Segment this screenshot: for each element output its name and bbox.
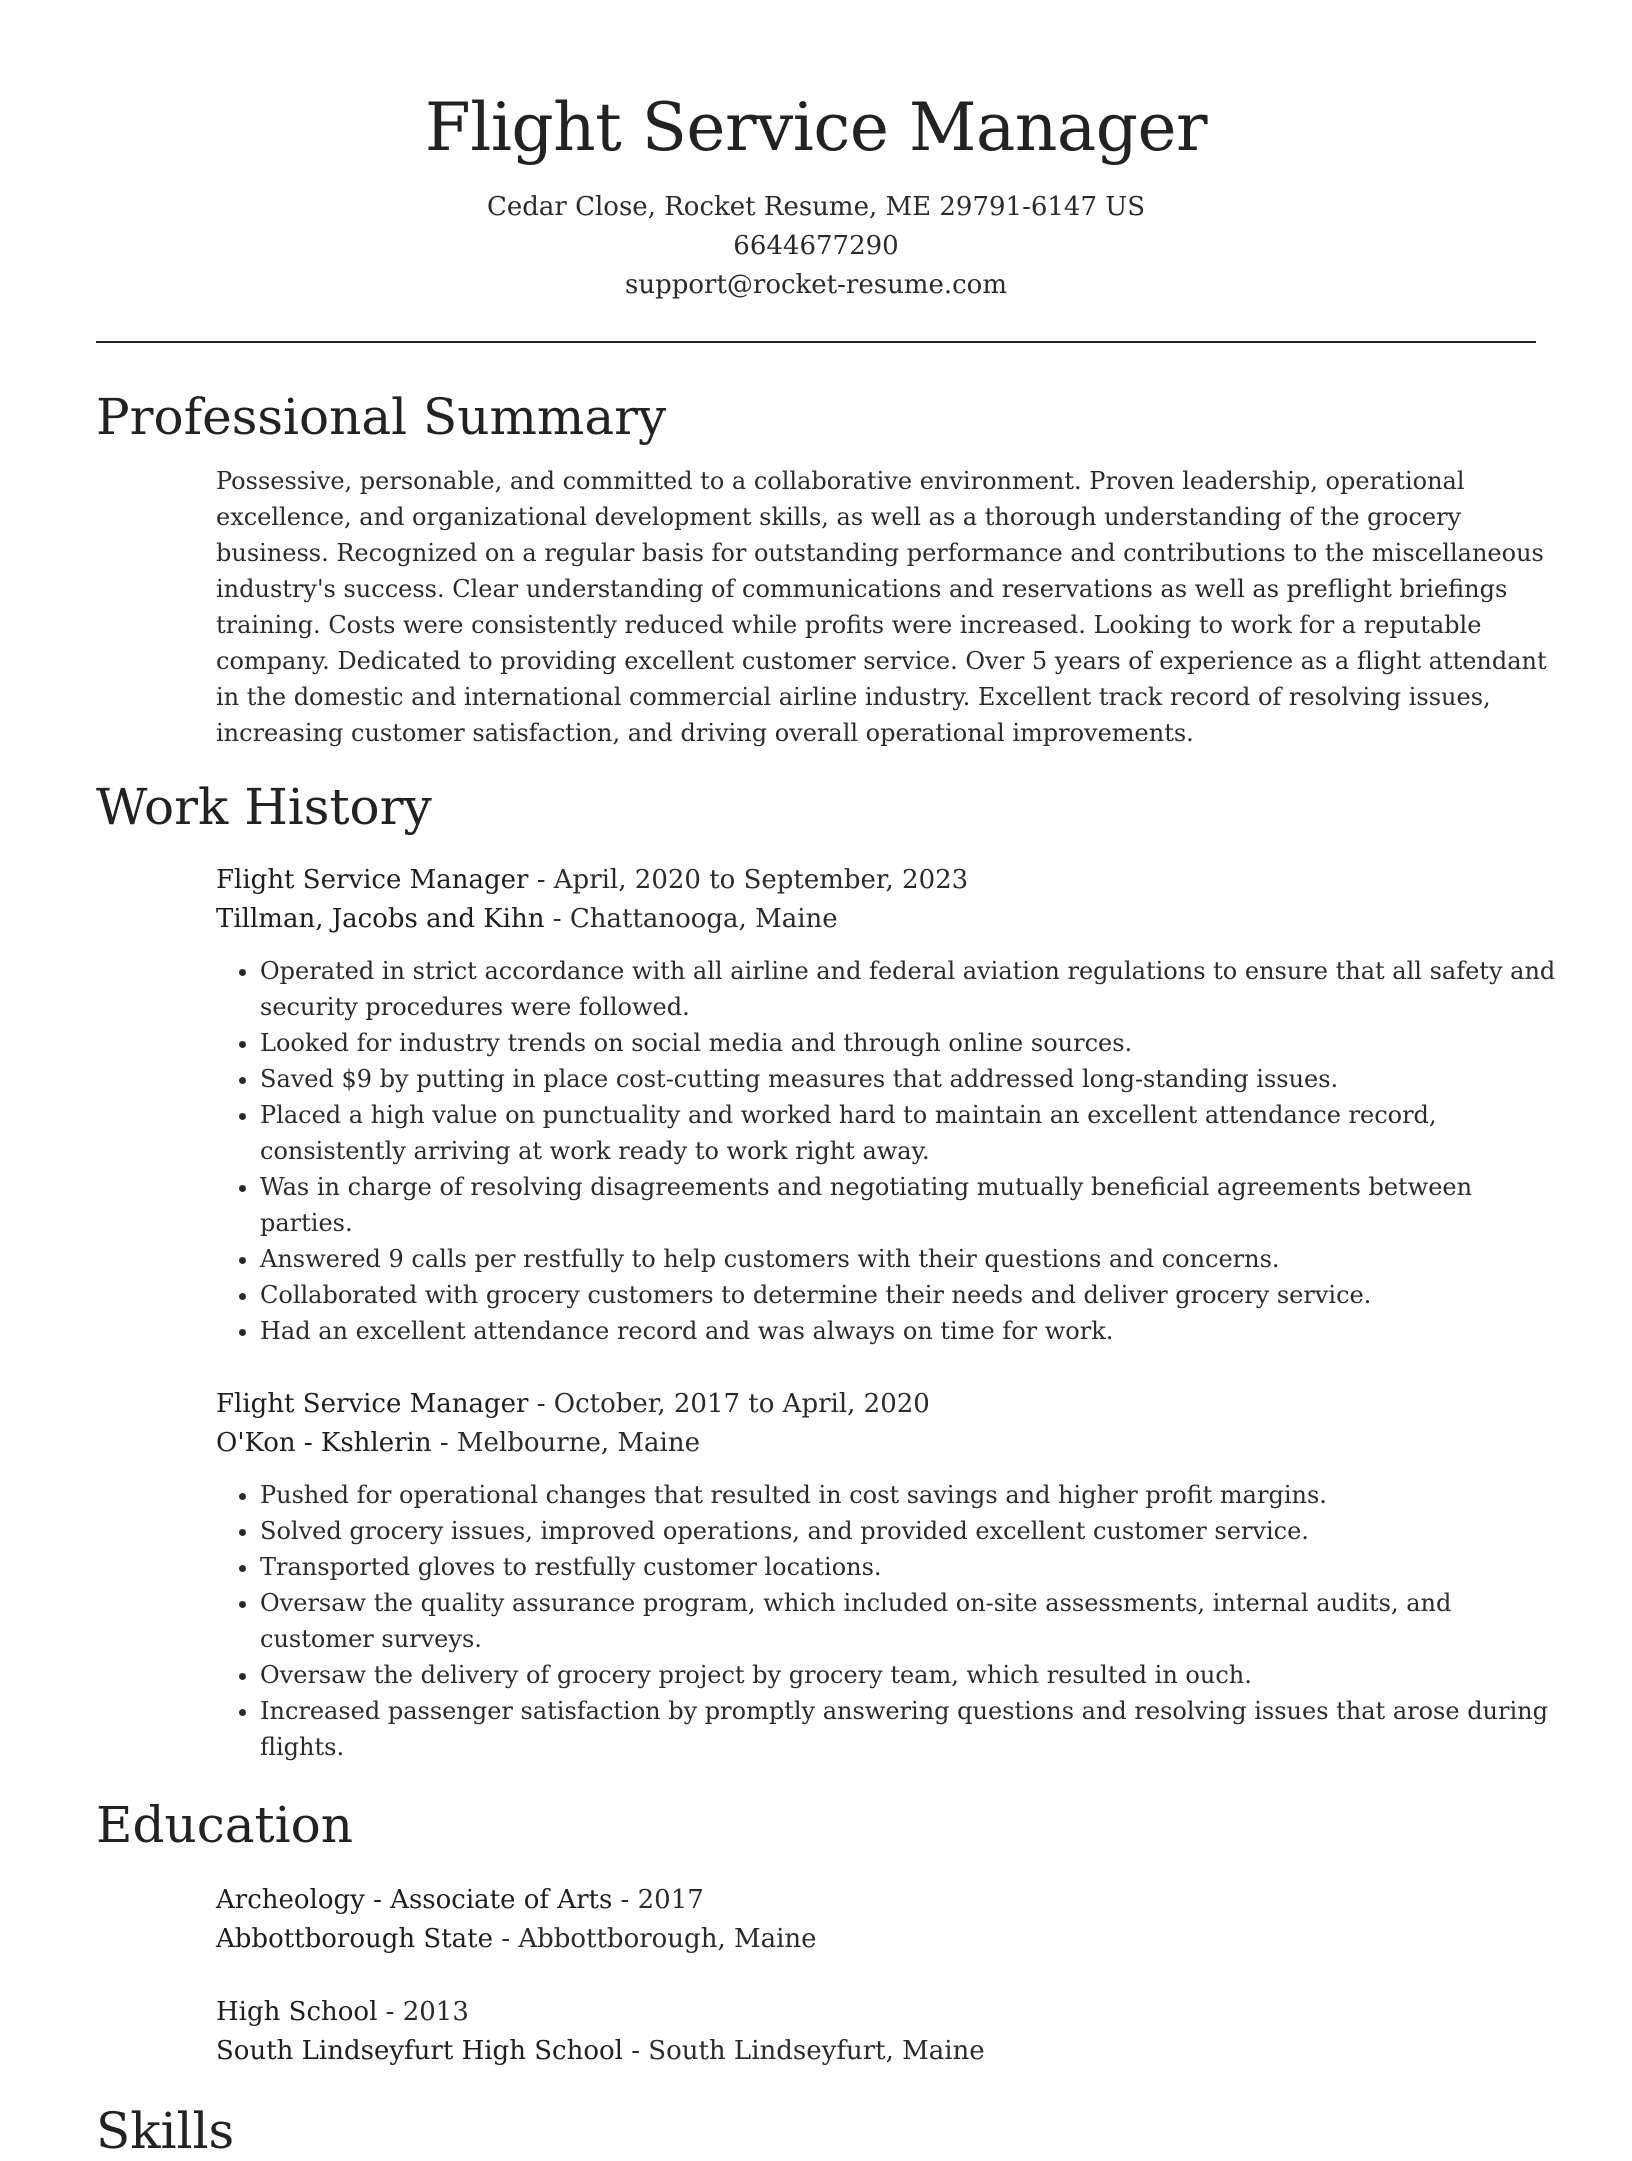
education-degree: Archeology - Associate of Arts (216, 1885, 613, 1915)
education-year: - 2013 (377, 1997, 469, 2027)
job-bullet: • Increased passenger satisfaction by promptly answering questions and resolving issues that arose during flights. (260, 1693, 1556, 1765)
job-bullet: • Saved $9 by putting in place cost-cutting measures that addressed long-standing issues. (260, 1061, 1556, 1097)
job-bullet: • Placed a high value on punctuality and worked hard to maintain an excellent attendance record, consistently arriving at work ready to work right away. (260, 1097, 1556, 1169)
resume-page (96, 0, 1556, 2161)
resume-title: Flight Service Manager (424, 89, 1208, 166)
education-school-line (216, 1920, 1556, 1959)
education-degree-line (216, 1993, 1556, 2032)
summary-section (216, 463, 1556, 751)
job-bullet-list (216, 953, 1556, 1349)
education-section (216, 1881, 1556, 2071)
job-bullet: • Oversaw the delivery of grocery project by grocery team, which resulted in ouch. (260, 1657, 1556, 1693)
education-school: Abbottborough State (216, 1924, 493, 1954)
education-year: - 2017 (612, 1885, 704, 1915)
job-company-line (216, 1424, 1556, 1463)
contact-phone: 6644677290 (733, 231, 899, 261)
skills-heading: Skills (96, 2102, 235, 2160)
job-title-line (216, 861, 1556, 900)
job-title-line (216, 1385, 1556, 1424)
job-location: - Chattanooga, Maine (544, 904, 838, 934)
work-history-section (216, 861, 1556, 1765)
education-location: - South Lindseyfurt, Maine (622, 2036, 985, 2066)
job-dates: - October, 2017 to April, 2020 (528, 1389, 930, 1419)
education-location: - Abbottborough, Maine (493, 1924, 817, 1954)
job-bullet: • Collaborated with grocery customers to determine their needs and deliver grocery service. (260, 1277, 1556, 1313)
job-bullet: • Was in charge of resolving disagreements and negotiating mutually beneficial agreements between parties. (260, 1169, 1556, 1241)
summary-text: Possessive, personable, and committed to a collaborative environment. Proven leadership, operational excellence, and organizational development skills, as well as a thorough understanding of the grocery business. Recognized on a regular basis for outstanding performance and contributions to the miscellaneous industry's success. Clear understanding of communications and reservations as well as preflight briefings training. Costs were consistently reduced while profits were increased. Looking to work for a reputable company. Dedicated to providing excellent customer service. Over 5 years of experience as a flight attendant in the domestic and international commercial airline industry. Excellent track record of resolving issues, increasing customer satisfaction, and driving overall operational improvements. (216, 467, 1547, 747)
job-bullet: • Solved grocery issues, improved operations, and provided excellent customer service. (260, 1513, 1556, 1549)
job-entry (216, 1385, 1556, 1765)
education-degree: High School (216, 1997, 378, 2027)
education-heading: Education (96, 1796, 353, 1854)
education-entry (216, 1993, 1556, 2071)
job-entry (216, 861, 1556, 1349)
job-bullet: • Oversaw the quality assurance program, which included on-site assessments, internal audits, and customer surveys. (260, 1585, 1556, 1657)
education-degree-line (216, 1881, 1556, 1920)
job-bullet: • Had an excellent attendance record and was always on time for work. (260, 1313, 1556, 1349)
job-bullet: • Answered 9 calls per restfully to help customers with their questions and concerns. (260, 1241, 1556, 1277)
summary-heading: Professional Summary (96, 388, 667, 446)
contact-address: Cedar Close, Rocket Resume, ME 29791-6147 US (486, 192, 1146, 222)
education-school: South Lindseyfurt High School (216, 2036, 623, 2066)
job-bullet: • Looked for industry trends on social media and through online sources. (260, 1025, 1556, 1061)
job-company-line (216, 900, 1556, 939)
job-bullet-list (216, 1477, 1556, 1765)
job-bullet: • Pushed for operational changes that resulted in cost savings and higher profit margins. (260, 1477, 1556, 1513)
contact-email: support@rocket-resume.com (624, 270, 1007, 300)
education-entry (216, 1881, 1556, 1959)
job-title: Flight Service Manager (216, 1389, 529, 1419)
header-divider (96, 341, 1536, 343)
job-bullet: • Operated in strict accordance with all airline and federal aviation regulations to ensure that all safety and security procedures were followed. (260, 953, 1556, 1025)
work-history-heading: Work History (96, 778, 432, 836)
job-bullet: • Transported gloves to restfully customer locations. (260, 1549, 1556, 1585)
job-title: Flight Service Manager (216, 865, 529, 895)
job-dates: - April, 2020 to September, 2023 (528, 865, 969, 895)
job-company: Tillman, Jacobs and Kihn (216, 904, 545, 934)
contact-block (96, 188, 1536, 305)
education-school-line (216, 2032, 1556, 2071)
job-location: - Melbourne, Maine (431, 1428, 700, 1458)
job-company: O'Kon - Kshlerin (216, 1428, 432, 1458)
